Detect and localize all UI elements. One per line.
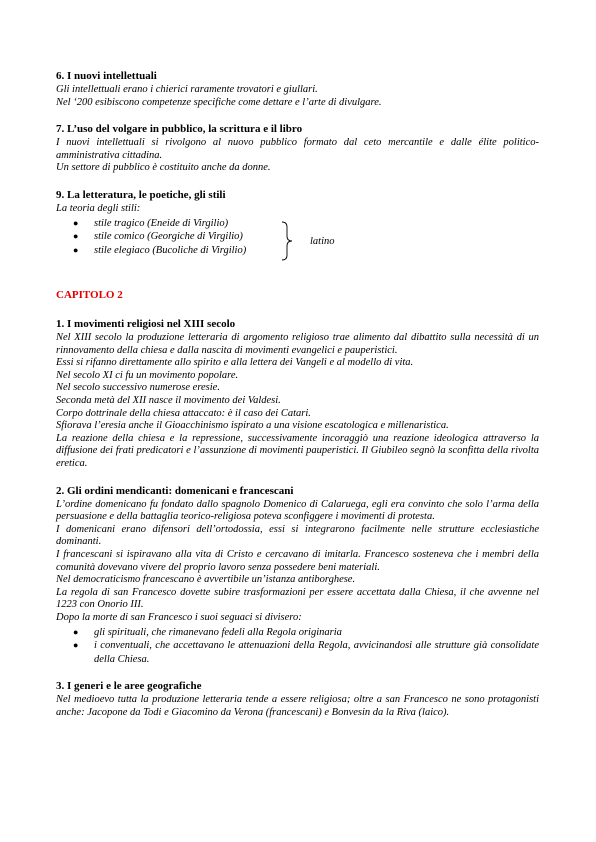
paragraph: Nel ‘200 esibiscono competenze specifiche come dettare e l’arte di divulgare. <box>56 96 382 108</box>
paragraph: La reazione della chiesa e la repressione, successivamente incoraggiò una reazione ideologica attraverso la diffusione dei frati predicatori e l’assunzione di movimenti pauperistici. Il Giubileo segnò la sconfitta della rivolta eretica. <box>56 432 539 469</box>
section-title: 2. Gli ordini mendicanti: domenicani e francescani <box>56 484 294 497</box>
bullet-list <box>56 626 539 667</box>
paragraph: L’ordine domenicano fu fondato dallo spagnolo Domenico di Calaruega, egli era convinto che solo l’arma della persuasione e della battaglia teorico-religiosa poteva sconfiggere i movimenti di protesta. <box>56 498 539 523</box>
paragraph: Un settore di pubblico è costituito anche da donne. <box>56 162 271 174</box>
paragraph: Essi si rifanno direttamente allo spirito e alla lettera dei Vangeli e al modello di vita. <box>56 357 414 369</box>
paragraph: Nel secolo successivo numerose eresie. <box>56 382 220 394</box>
paragraph: Gli intellettuali erano i chierici raramente trovatori e giullari. <box>56 84 318 95</box>
pre-sections <box>56 70 539 175</box>
document-page <box>56 70 539 733</box>
paragraph: Nel secolo XI ci fu un movimento popolare. <box>56 369 239 381</box>
list-item-text: stile tragico (Eneide di Virgilio) <box>94 217 229 229</box>
list-item <box>56 639 539 666</box>
stili-list-wrap <box>56 217 539 258</box>
paragraph: Corpo dottrinale della chiesa attaccato: è il caso dei Catari. <box>56 407 311 419</box>
section <box>56 123 539 175</box>
paragraph: Seconda metà del XII nasce il movimento dei Valdesi. <box>56 395 281 407</box>
section-title: 3. I generi e le aree geografiche <box>56 680 202 693</box>
section <box>56 318 539 471</box>
section-intro: La teoria degli stili: <box>56 202 141 214</box>
section <box>56 680 539 719</box>
paragraph: Nel democraticismo francescano è avvertibile un’istanza antiborghese. <box>56 574 356 586</box>
list-item-text: stile elegiaco (Bucoliche di Virgilio) <box>94 244 247 256</box>
paragraph: La regola di san Francesco dovette subire trasformazioni per essere accettata dalla Chiesa, il che avvenne nel 1223 con Onorio III. <box>56 586 539 611</box>
paragraph: Dopo la morte di san Francesco i suoi seguaci si divisero: <box>56 611 302 623</box>
section <box>56 70 539 109</box>
list-item-text: i conventuali, che accettavano le attenuazioni della Regola, avvicinandosi alle strutture già consolidate della Chiesa. <box>94 640 539 665</box>
section <box>56 485 539 666</box>
brace-label: latino <box>310 235 335 247</box>
bullet-icon: ● <box>73 626 79 637</box>
section-title: 9. La letteratura, le poetiche, gli stili <box>56 188 226 201</box>
paragraph: Nel medioevo tutta la produzione letteraria tende a essere religiosa; oltre a san Francesco ne sono protagonisti anche: Jacopone da Todi e Giacomino da Verona (francescani) e Bonvesin da la Riva (laico). <box>56 694 539 718</box>
section-title: 7. L’uso del volgare in pubblico, la scrittura e il libro <box>56 123 303 136</box>
paragraph: Sfiorava l’eresia anche il Gioacchinismo ispirato a una visione escatologica e millenaristica. <box>56 420 449 432</box>
section-title: 6. I nuovi intellettuali <box>56 70 157 82</box>
section-title: 1. I movimenti religiosi nel XIII secolo <box>56 318 236 331</box>
list-item <box>56 626 539 640</box>
bullet-icon: ● <box>73 640 79 651</box>
list-item-text: gli spirituali, che rimanevano fedeli alla Regola originaria <box>94 626 342 638</box>
bullet-icon: ● <box>73 244 79 255</box>
chapter-title: CAPITOLO 2 <box>56 289 123 302</box>
bullet-icon: ● <box>73 217 79 228</box>
paragraph: I domenicani erano difensori dell’ortodossia, essi si integrarono facilmente nelle strutture ecclesiastiche dominanti. <box>56 523 539 548</box>
paragraph: Nel XIII secolo la produzione letteraria di argomento religioso trae alimento dal dibattito sulla necessità di un rinnovamento della chiesa e dalla nascita di movimenti evangelici e pauperistici. <box>56 332 539 356</box>
chapter-sections <box>56 318 539 719</box>
list-item-text: stile comico (Georgiche di Virgilio) <box>94 231 243 243</box>
bullet-icon: ● <box>73 231 79 242</box>
right-brace-icon <box>280 221 298 261</box>
paragraph: I francescani si ispiravano alla vita di Cristo e cercavano di imitarla. Francesco sosteneva che i membri della comunità dovevano vivere del proprio lavoro senza possedere beni materiali. <box>56 548 539 573</box>
section-9 <box>56 189 539 257</box>
paragraph: I nuovi intellettuali si rivolgono al nuovo pubblico formato dal ceto mercantile e dalle élite politico-amministrativa cittadina. <box>56 137 539 161</box>
